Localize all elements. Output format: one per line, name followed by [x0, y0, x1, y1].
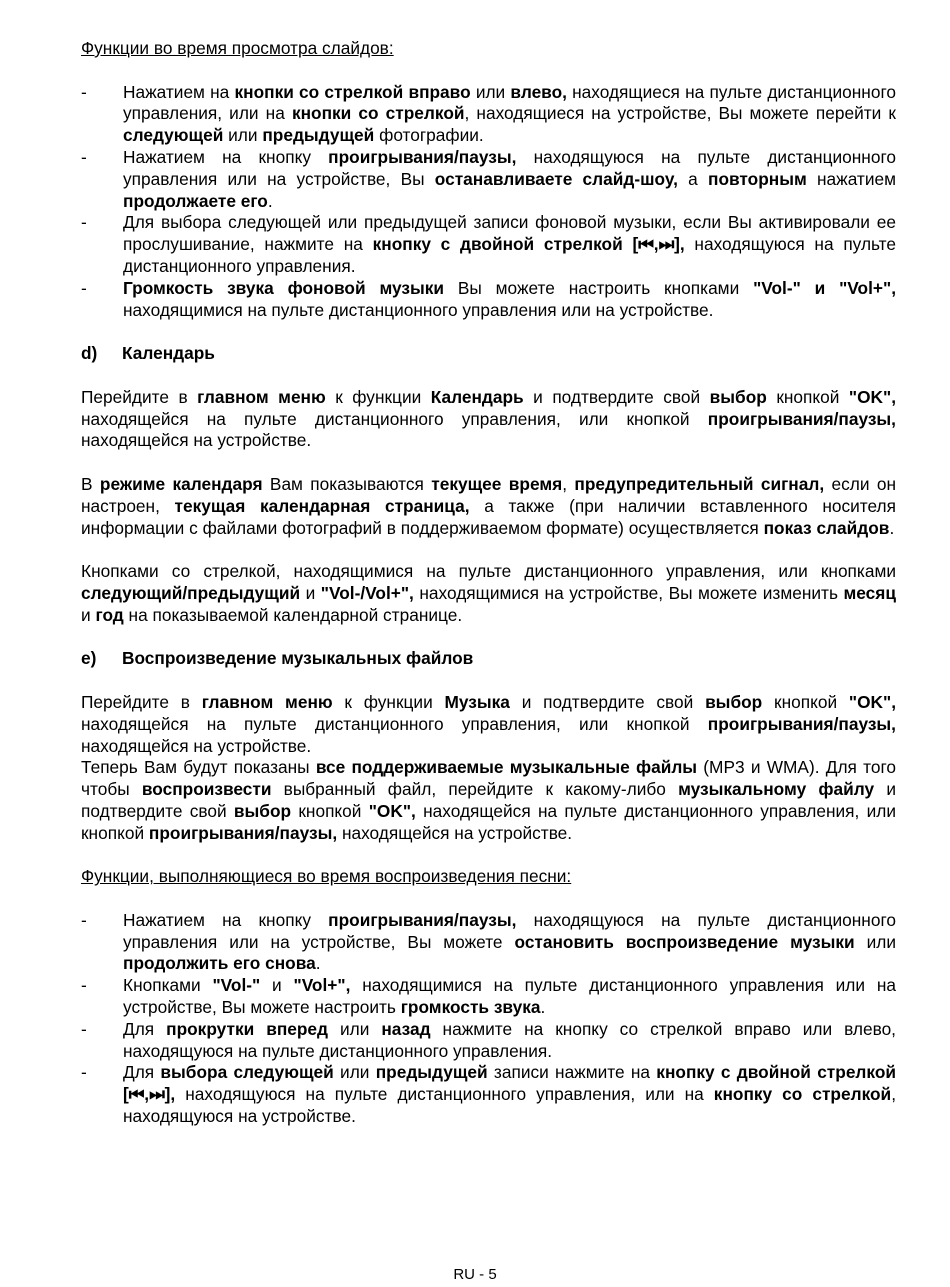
emphasis-text: Громкость звука фоновой музыки — [123, 277, 445, 298]
emphasis-text: кнопки со стрелкой вправо — [234, 81, 471, 102]
bullet-item — [81, 82, 896, 147]
emphasis-text: "OK", — [848, 691, 897, 712]
bullet-dash: - — [81, 81, 87, 102]
emphasis-text: влево, — [510, 81, 567, 102]
emphasis-text: предыдущей — [375, 1062, 488, 1083]
section-d-title: Календарь — [122, 343, 215, 364]
emphasis-text: главном меню — [197, 386, 326, 407]
emphasis-text: главном меню — [201, 691, 333, 712]
emphasis-text: музыкальному файлу — [678, 779, 875, 800]
emphasis-text: все поддерживаемые музыкальные файлы — [315, 757, 698, 778]
bullet-dash: - — [81, 975, 87, 996]
calendar-paragraph: Кнопками со стрелкой, находящимися на пульте дистанционного управления, или кнопками следующий/предыдущий и "Vol-/Vol+", находящимися на устройстве, Вы можете изменить месяц и год на показываемой календарной странице. — [81, 561, 896, 625]
emphasis-text: кнопку со стрелкой — [713, 1084, 892, 1105]
emphasis-text: месяц — [843, 582, 896, 603]
section-d-letter: d) — [81, 343, 98, 364]
emphasis-text: проигрывания/паузы, — [328, 146, 517, 167]
emphasis-text: выбор — [705, 691, 763, 712]
page-number: RU - 5 — [453, 1266, 497, 1283]
bullet-text: Нажатием на кнопку проигрывания/паузы, находящуюся на пульте дистанционного управления или на устройстве, Вы можете остановить воспроизведение музыки или продолжить его снова. — [123, 909, 896, 974]
emphasis-text: "Vol-/Vol+", — [320, 582, 414, 603]
emphasis-text: кнопку с двойной стрелкой [⏮,⏭], — [123, 1062, 897, 1105]
emphasis-text: "Vol+", — [293, 975, 351, 996]
bullet-dash: - — [81, 146, 87, 167]
emphasis-text: воспроизвести — [141, 779, 272, 800]
emphasis-text: год — [95, 604, 124, 625]
bullet-dash: - — [81, 1062, 87, 1083]
emphasis-text: громкость звука — [400, 997, 541, 1018]
bullet-dash: - — [81, 909, 87, 930]
slides-functions-heading: Функции во время просмотра слайдов: — [81, 38, 394, 58]
page-content — [81, 38, 896, 1128]
emphasis-text: проигрывания/паузы, — [707, 713, 896, 734]
emphasis-text: повторным — [708, 168, 807, 189]
emphasis-text: останавливаете слайд-шоу, — [434, 168, 678, 189]
emphasis-text: "Vol-" — [212, 975, 261, 996]
emphasis-text: прокрутки вперед — [166, 1018, 328, 1039]
emphasis-text: показ слайдов — [763, 517, 890, 538]
bullet-dash: - — [81, 212, 87, 233]
emphasis-text: проигрывания/паузы, — [148, 822, 338, 843]
emphasis-text: продолжить его снова — [123, 953, 316, 974]
emphasis-text: режиме календаря — [99, 473, 263, 494]
emphasis-text: проигрывания/паузы, — [707, 408, 896, 429]
emphasis-text: назад — [381, 1018, 431, 1039]
emphasis-text: следующий/предыдущий — [81, 582, 301, 603]
bullet-text: Громкость звука фоновой музыки Вы можете настроить кнопками "Vol-" и "Vol+", находящимися на пульте дистанционного управления или на устройстве. — [123, 277, 896, 320]
emphasis-text: "Vol-" и "Vol+", — [753, 277, 896, 298]
calendar-paragraph: Перейдите в главном меню к функции Календарь и подтвердите свой выбор кнопкой "OK", находящейся на пульте дистанционного управления, или кнопкой проигрывания/паузы, находящейся на устройстве. — [81, 386, 897, 451]
emphasis-text: Музыка — [444, 691, 510, 712]
slides-bullet-list — [81, 82, 896, 322]
emphasis-text: текущее время — [431, 473, 563, 494]
bullet-dash: - — [81, 1018, 87, 1039]
emphasis-text: "OK", — [368, 800, 416, 821]
bullet-item — [81, 147, 896, 212]
emphasis-text: текущая календарная страница, — [174, 495, 470, 516]
calendar-paragraph: В режиме календаря Вам показываются текущее время, предупредительный сигнал, если он настроен, текущая календарная страница, а также (при наличии вставленного носителя информации с файлами фотографий в поддерживаемом формате) осуществляется показ слайдов. — [81, 473, 897, 538]
bullet-item — [81, 1019, 896, 1063]
emphasis-text: кнопки со стрелкой — [291, 103, 465, 124]
bullet-item — [81, 910, 896, 975]
bullet-item — [81, 278, 896, 322]
emphasis-text: предупредительный сигнал, — [574, 473, 825, 494]
bullet-item — [81, 975, 896, 1019]
music-paragraph: Перейдите в главном меню к функции Музыка и подтвердите свой выбор кнопкой "OK", находящейся на пульте дистанционного управления, или кнопкой проигрывания/паузы, находящейся на устройстве. Теперь Вам будут показаны все поддерживаемые музыкальные файлы (MP3 и WMA). Для того чтобы воспроизвести выбранный файл, перейдите к какому-либо музыкальному файлу и подтвердите свой выбор кнопкой "OK", находящейся на пульте дистанционного управления, или кнопкой проигрывания/паузы, находящейся на устройстве. — [81, 691, 897, 843]
bullet-item — [81, 212, 896, 277]
section-d-heading — [81, 343, 896, 365]
playback-bullet-list — [81, 910, 896, 1128]
bullet-text: Для выбора следующей или предыдущей записи фоновой музыки, если Вы активировали ее прослушивание, нажмите на кнопку с двойной стрелкой [⏮,⏭], находящуюся на пульте дистанционного управления. — [123, 212, 897, 276]
emphasis-text: кнопку с двойной стрелкой [⏮,⏭], — [372, 234, 685, 255]
emphasis-text: продолжаете его — [123, 190, 268, 211]
bullet-dash: - — [81, 277, 87, 298]
section-e-letter: e) — [81, 648, 97, 669]
section-e-heading — [81, 648, 896, 670]
section-e-title: Воспроизведение музыкальных файлов — [122, 648, 474, 669]
emphasis-text: проигрывания/паузы, — [328, 909, 517, 930]
bullet-text: Нажатием на кнопки со стрелкой вправо или влево, находящиеся на пульте дистанционного управления, или на кнопки со стрелкой, находящиеся на устройстве, Вы можете перейти к следующей или предыдущей фотографии. — [123, 81, 896, 146]
emphasis-text: остановить воспроизведение музыки — [514, 931, 855, 952]
bullet-text: Для прокрутки вперед или назад нажмите на кнопку со стрелкой вправо или влево, находящуюся на пульте дистанционного управления. — [123, 1018, 896, 1061]
emphasis-text: выбор — [233, 800, 292, 821]
emphasis-text: предыдущей — [262, 125, 375, 146]
emphasis-text: "OK", — [848, 386, 897, 407]
emphasis-text: выбора следующей — [160, 1062, 334, 1083]
emphasis-text: следующей — [123, 125, 224, 146]
bullet-text: Кнопками "Vol-" и "Vol+", находящимися на пульте дистанционного управления или на устройстве, Вы можете настроить громкость звука. — [123, 975, 896, 1018]
bullet-text: Для выбора следующей или предыдущей записи нажмите на кнопку с двойной стрелкой [⏮,⏭], находящуюся на пульте дистанционного управления, или на кнопку со стрелкой, находящуюся на устройстве. — [123, 1062, 897, 1127]
emphasis-text: выбор — [709, 386, 767, 407]
bullet-item — [81, 1062, 896, 1127]
bullet-text: Нажатием на кнопку проигрывания/паузы, находящуюся на пульте дистанционного управления или на устройстве, Вы останавливаете слайд-шоу, а повторным нажатием продолжаете его. — [123, 146, 896, 211]
emphasis-text: Календарь — [430, 386, 524, 407]
playback-functions-heading: Функции, выполняющиеся во время воспроизведения песни: — [81, 866, 572, 887]
